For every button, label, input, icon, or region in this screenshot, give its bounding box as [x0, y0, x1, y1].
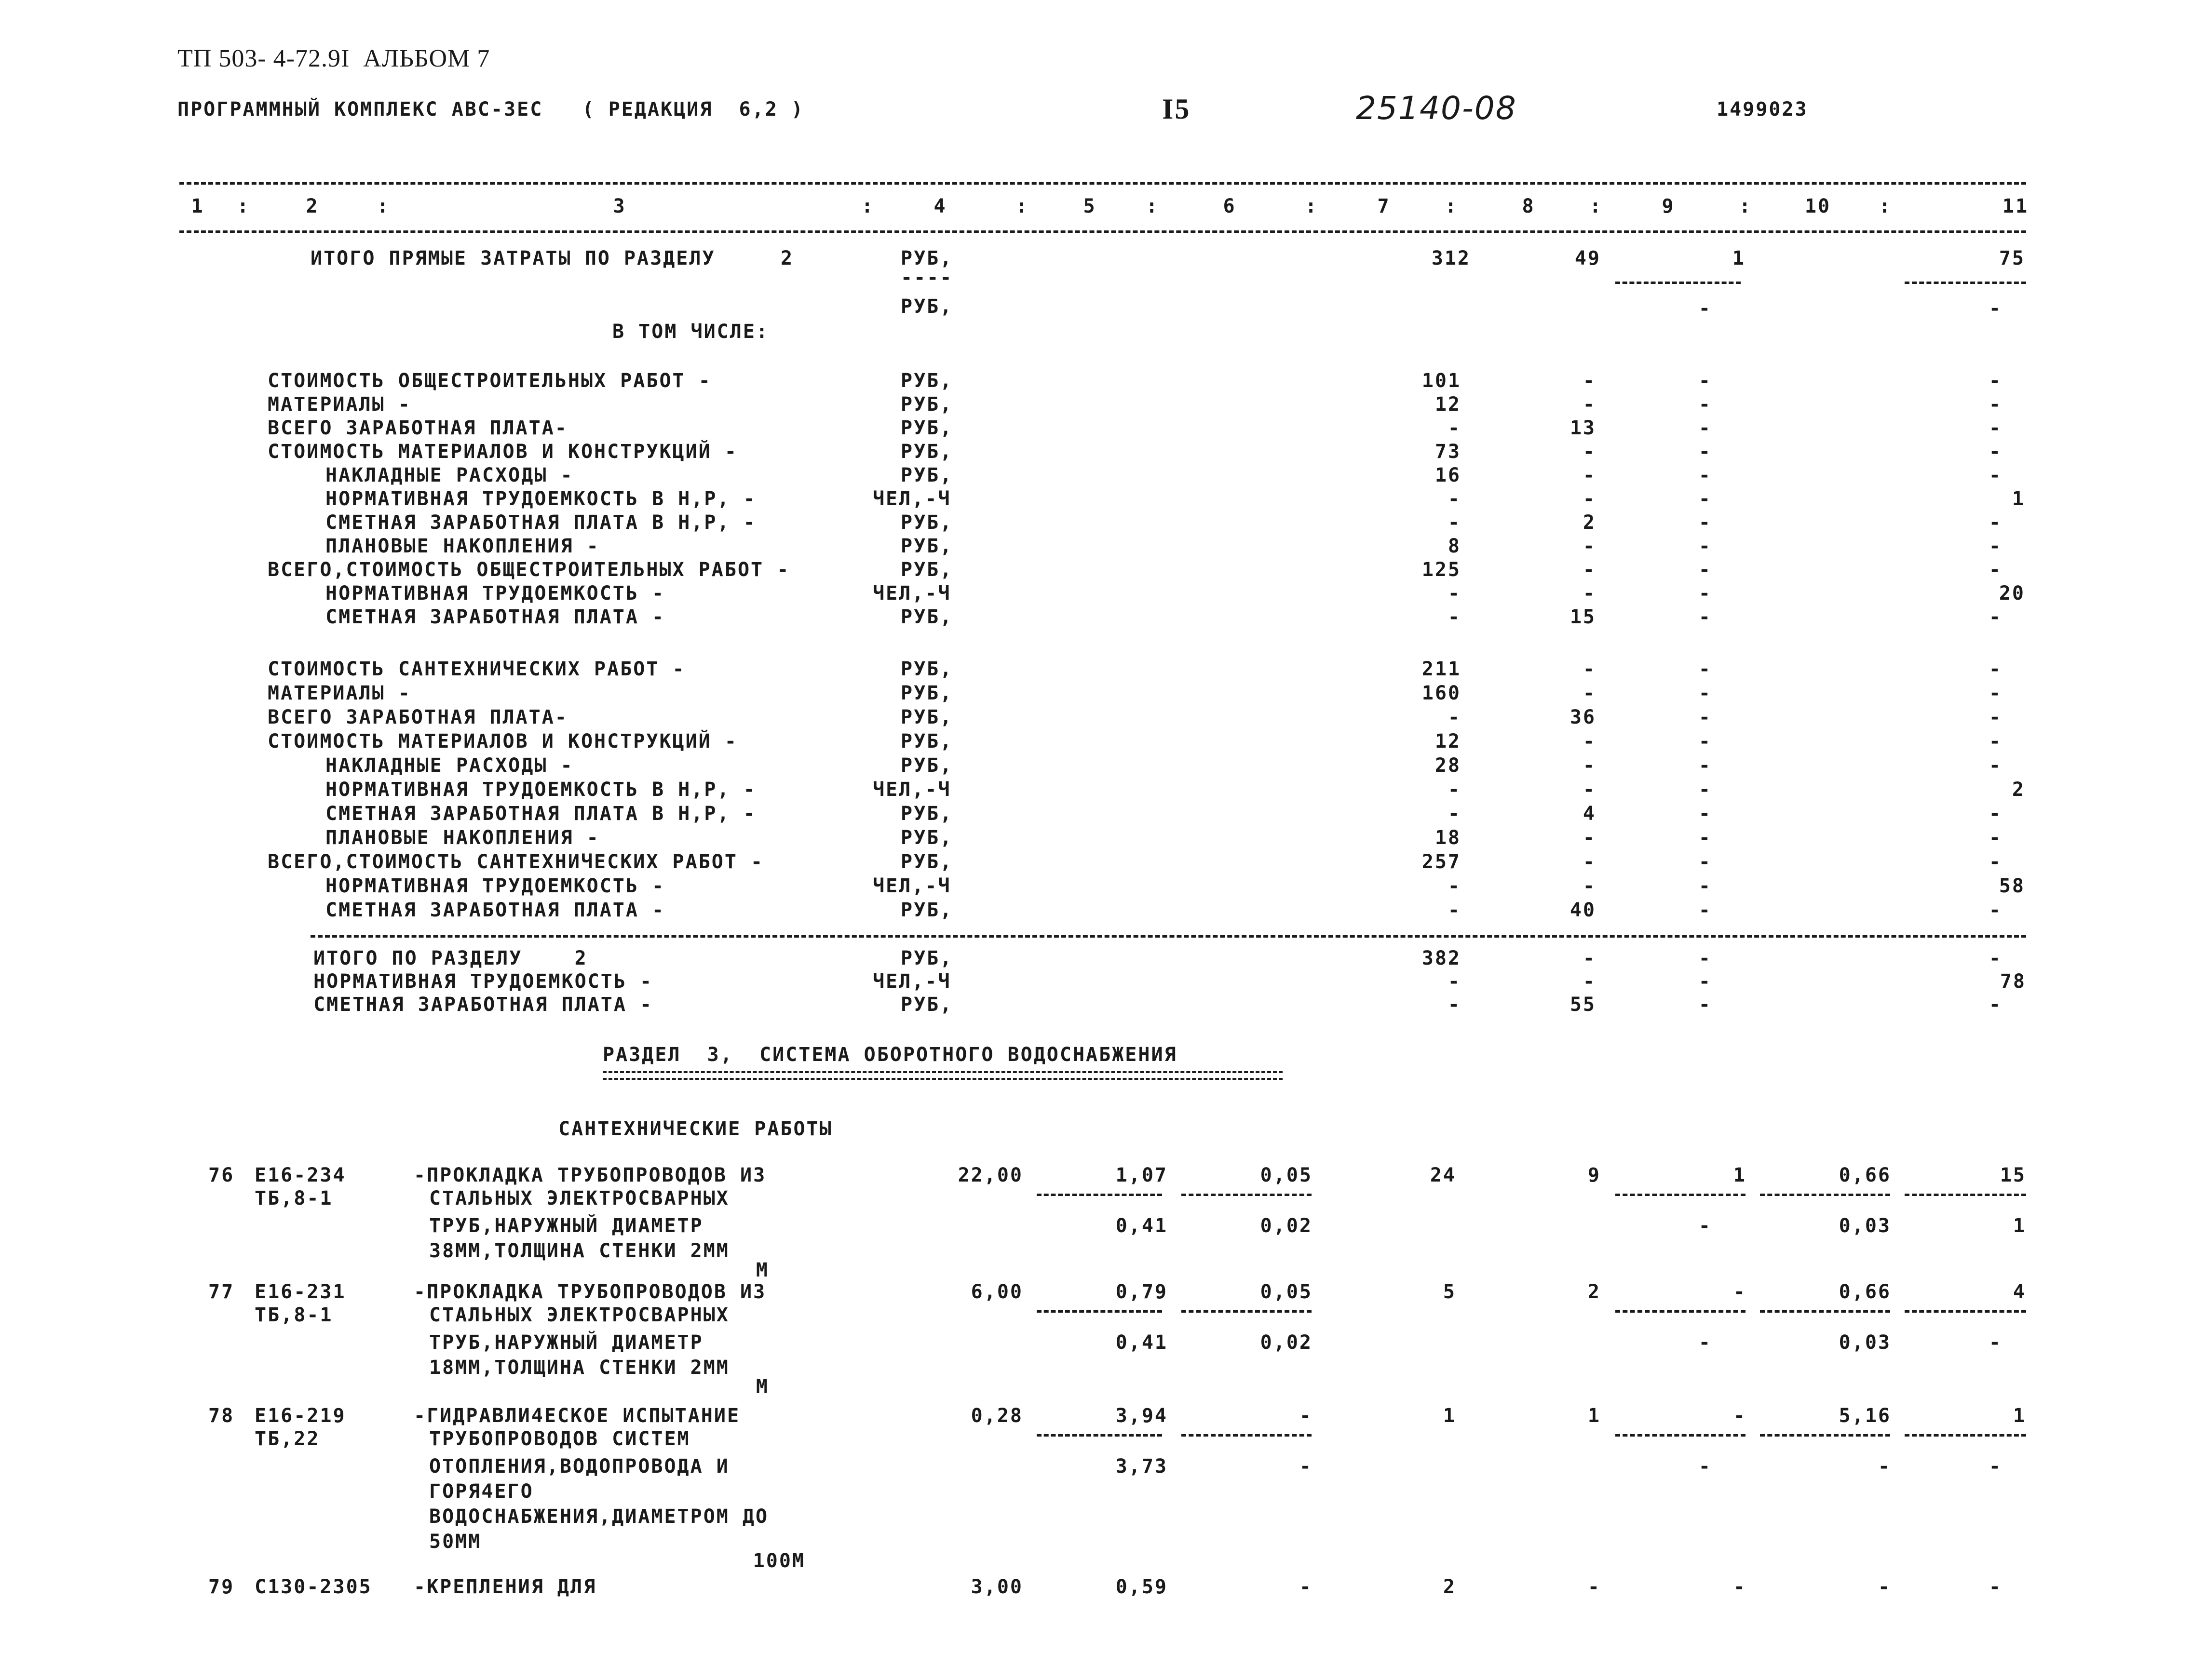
item-labor-norm: 5,16: [1839, 1405, 1891, 1427]
cost-row-unit: РУБ,: [901, 803, 953, 825]
cost-row-col7: 28: [1434, 754, 1461, 777]
item-total-cost: 24: [1430, 1164, 1456, 1186]
cost-row-col9: -: [1698, 511, 1712, 534]
cost-row-col11: -: [1989, 606, 2002, 628]
item-sub-col5: 0,41: [1115, 1331, 1168, 1354]
cost-row-unit: РУБ,: [901, 730, 953, 753]
item-unit-cost: 0,79: [1115, 1281, 1168, 1303]
cost-row-col7: 211: [1421, 658, 1461, 680]
item-machine: -: [1733, 1281, 1746, 1303]
cost-row-col11: 2: [2012, 779, 2025, 801]
item-unit-cost: 1,07: [1115, 1164, 1168, 1186]
cost-row-col11: -: [1989, 730, 2002, 753]
cost-row-col9: -: [1698, 393, 1712, 416]
column-number-3: 3: [613, 195, 626, 217]
total-row-label: СМЕТНАЯ ЗАРАБОТНАЯ ПЛАТА -: [313, 994, 653, 1016]
item-col11-subline: [1905, 1434, 2026, 1437]
cost-row-unit: РУБ,: [901, 511, 953, 534]
item-col10-subline: [1760, 1194, 1890, 1196]
cost-row-col11: 20: [1999, 582, 2025, 605]
cost-row-col11: -: [1989, 899, 2002, 921]
column-separator: :: [1015, 195, 1029, 217]
item-description-line: ОТОПЛЕНИЯ,ВОДОПРОВОДА И: [429, 1455, 730, 1478]
subtotal-col11: -: [1989, 297, 2002, 320]
item-sub-col6: 0,02: [1260, 1331, 1312, 1354]
column-separator: :: [1589, 195, 1603, 217]
document-code: 1499023: [1717, 98, 1808, 121]
total-direct-unit-underline: ----: [901, 267, 953, 289]
cost-row-col9: -: [1698, 658, 1712, 680]
item-machine: 1: [1733, 1164, 1746, 1186]
item-sub-col10: 0,03: [1839, 1331, 1891, 1354]
cost-row-col8: -: [1583, 682, 1596, 704]
item-sub-col11: -: [1989, 1331, 2002, 1354]
cost-row-col7: 125: [1421, 559, 1461, 581]
cost-row-col9: -: [1698, 488, 1712, 510]
total-row-label: ИТОГО ПО РАЗДЕЛУ 2: [313, 947, 588, 969]
cost-row-col11: 1: [2012, 488, 2025, 510]
cost-row-col7: -: [1448, 488, 1461, 510]
cost-row-unit: РУБ,: [901, 706, 953, 728]
column-separator: :: [1879, 195, 1892, 217]
total-row-col9: -: [1698, 970, 1712, 993]
cost-row-label: ПЛАНОВЫЕ НАКОПЛЕНИЯ -: [325, 535, 600, 557]
item-unit: 100М: [753, 1550, 805, 1572]
item-labor-norm: -: [1878, 1576, 1891, 1598]
cost-row-col11: -: [1989, 706, 2002, 728]
header-line1: ТП 503- 4-72.9I АЛЬБОМ 7: [177, 45, 490, 72]
cost-row-col7: -: [1448, 779, 1461, 801]
item-col9-subline: [1615, 1310, 1745, 1313]
item-description-line: 38ММ,ТОЛЩИНА СТЕНКИ 2ММ: [429, 1240, 730, 1262]
cost-row-col9: -: [1698, 779, 1712, 801]
cost-row-col9: -: [1698, 370, 1712, 392]
column-number-2: 2: [306, 195, 319, 217]
item-sub-col11: 1: [2013, 1215, 2026, 1237]
cost-row-col11: -: [1989, 464, 2002, 486]
cost-row-col8: 2: [1583, 511, 1596, 534]
item-labor-total: 1: [2013, 1405, 2026, 1427]
cost-row-col9: -: [1698, 899, 1712, 921]
item-description-line: СТАЛЬНЫХ ЭЛЕКТРОСВАРНЫХ: [429, 1304, 730, 1326]
item-col6-subline: [1181, 1434, 1312, 1437]
cost-row-col11: -: [1989, 559, 2002, 581]
cost-row-col7: -: [1448, 606, 1461, 628]
item-sub-col10: 0,03: [1839, 1215, 1891, 1237]
item-labor-total: 4: [2013, 1281, 2026, 1303]
page-number: I5: [1162, 93, 1191, 125]
cost-row-col11: 58: [1999, 875, 2025, 897]
item-unit-wage: 0,05: [1260, 1164, 1312, 1186]
cost-row-col11: -: [1989, 803, 2002, 825]
cost-row-col9: -: [1698, 417, 1712, 439]
item-description-line: -ПРОКЛАДКА ТРУБОПРОВОДОВ ИЗ: [414, 1281, 767, 1303]
cost-row-col8: -: [1583, 370, 1596, 392]
item-quantity: 6,00: [971, 1281, 1023, 1303]
total-row-unit: РУБ,: [901, 947, 953, 969]
cost-row-col9: -: [1698, 730, 1712, 753]
cost-row-col8: -: [1583, 582, 1596, 605]
column-separator: :: [1445, 195, 1458, 217]
cost-row-col7: 101: [1421, 370, 1461, 392]
cost-row-label: НОРМАТИВНАЯ ТРУДОЕМКОСТЬ -: [325, 582, 665, 605]
cost-row-col8: -: [1583, 488, 1596, 510]
item-col11-subline: [1905, 1310, 2026, 1313]
column-number-4: 4: [934, 195, 947, 217]
cost-row-col7: 257: [1421, 851, 1461, 873]
cost-row-label: СМЕТНАЯ ЗАРАБОТНАЯ ПЛАТА -: [325, 606, 665, 628]
cost-row-col11: -: [1989, 754, 2002, 777]
cost-row-col7: 8: [1448, 535, 1461, 557]
cost-row-col11: -: [1989, 851, 2002, 873]
item-col9-subline: [1615, 1434, 1745, 1437]
column-number-11: 11: [2002, 195, 2029, 217]
item-table-ref: ТБ,8-1: [255, 1187, 333, 1210]
item-table-ref: ТБ,8-1: [255, 1304, 333, 1326]
cost-row-unit: РУБ,: [901, 441, 953, 463]
table-top-rule: [179, 182, 2026, 185]
item-description-line: -ПРОКЛАДКА ТРУБОПРОВОДОВ ИЗ: [414, 1164, 767, 1186]
cost-row-col7: -: [1448, 582, 1461, 605]
column-separator: :: [1146, 195, 1159, 217]
cost-row-col7: -: [1448, 511, 1461, 534]
item-machine: -: [1733, 1405, 1746, 1427]
cost-row-unit: РУБ,: [901, 658, 953, 680]
item-code: Е16-234: [255, 1164, 346, 1186]
cost-row-label: НОРМАТИВНАЯ ТРУДОЕМКОСТЬ -: [325, 875, 665, 897]
cost-row-label: ВСЕГО,СТОИМОСТЬ САНТЕХНИЧЕСКИХ РАБОТ -: [268, 851, 764, 873]
cost-row-col7: -: [1448, 417, 1461, 439]
subtotal-col9: -: [1698, 297, 1712, 320]
column-number-1: 1: [191, 195, 204, 217]
column-number-5: 5: [1083, 195, 1096, 217]
item-quantity: 3,00: [971, 1576, 1023, 1598]
cost-row-col11: -: [1989, 658, 2002, 680]
cost-row-col11: -: [1989, 417, 2002, 439]
cost-row-col11: -: [1989, 535, 2002, 557]
cost-row-col7: -: [1448, 706, 1461, 728]
cost-row-col8: -: [1583, 658, 1596, 680]
item-unit-wage: -: [1299, 1405, 1312, 1427]
item-col5-subline: [1037, 1434, 1162, 1437]
cost-row-unit: РУБ,: [901, 682, 953, 704]
cost-row-col9: -: [1698, 851, 1712, 873]
total-direct-col11: 75: [1999, 247, 2025, 269]
cost-row-unit: РУБ,: [901, 606, 953, 628]
cost-row-col8: -: [1583, 827, 1596, 849]
cost-row-col8: -: [1583, 535, 1596, 557]
cost-row-label: СМЕТНАЯ ЗАРАБОТНАЯ ПЛАТА В Н,Р, -: [325, 803, 757, 825]
item-col6-subline: [1181, 1310, 1312, 1313]
cost-row-unit: ЧЕЛ,-Ч: [873, 582, 951, 605]
cost-row-col9: -: [1698, 682, 1712, 704]
total-direct-costs-label: ИТОГО ПРЯМЫЕ ЗАТРАТЫ ПО РАЗДЕЛУ 2: [311, 247, 794, 269]
cost-row-col7: 16: [1434, 464, 1461, 486]
column-separator: :: [861, 195, 875, 217]
section-3-subtitle: САНТЕХНИЧЕСКИЕ РАБОТЫ: [558, 1118, 833, 1140]
cost-row-col7: 12: [1434, 730, 1461, 753]
cost-row-col9: -: [1698, 875, 1712, 897]
item-sub-col5: 3,73: [1115, 1455, 1168, 1478]
item-number: 78: [208, 1405, 235, 1427]
cost-row-label: МАТЕРИАЛЫ -: [268, 682, 411, 704]
item-total-cost: 5: [1443, 1281, 1456, 1303]
cost-row-label: ВСЕГО ЗАРАБОТНАЯ ПЛАТА-: [268, 417, 568, 439]
cost-row-col8: 36: [1570, 706, 1596, 728]
cost-row-label: НОРМАТИВНАЯ ТРУДОЕМКОСТЬ В Н,Р, -: [325, 779, 757, 801]
cost-row-col8: -: [1583, 559, 1596, 581]
item-description-line: ТРУБ,НАРУЖНЫЙ ДИАМЕТР: [429, 1215, 704, 1237]
item-number: 77: [208, 1281, 235, 1303]
column-separator: :: [377, 195, 390, 217]
item-quantity: 0,28: [971, 1405, 1023, 1427]
cost-row-unit: РУБ,: [901, 535, 953, 557]
item-col5-subline: [1037, 1194, 1162, 1196]
cost-row-col11: -: [1989, 511, 2002, 534]
cost-row-col7: -: [1448, 899, 1461, 921]
cost-row-col9: -: [1698, 754, 1712, 777]
cost-row-col7: 73: [1434, 441, 1461, 463]
item-col6-subline: [1181, 1194, 1312, 1196]
total-direct-unit: РУБ,: [901, 247, 953, 269]
section-3-title: РАЗДЕЛ 3, СИСТЕМА ОБОРОТНОГО ВОДОСНАБЖЕНИЯ: [603, 1044, 1177, 1066]
cost-row-label: ПЛАНОВЫЕ НАКОПЛЕНИЯ -: [325, 827, 600, 849]
item-description-line: ТРУБОПРОВОДОВ СИСТЕМ: [429, 1428, 690, 1450]
cost-row-col9: -: [1698, 582, 1712, 605]
cost-row-col8: -: [1583, 779, 1596, 801]
item-number: 79: [208, 1576, 235, 1598]
cost-row-col8: 13: [1570, 417, 1596, 439]
cost-row-label: НАКЛАДНЫЕ РАСХОДЫ -: [325, 754, 574, 777]
item-sub-col9: -: [1698, 1455, 1712, 1478]
cost-row-label: СТОИМОСТЬ САНТЕХНИЧЕСКИХ РАБОТ -: [268, 658, 686, 680]
item-description-line: ВОДОСНАБЖЕНИЯ,ДИАМЕТРОМ ДО: [429, 1505, 769, 1528]
cost-row-col9: -: [1698, 464, 1712, 486]
cost-row-unit: РУБ,: [901, 899, 953, 921]
item-total-wage: 9: [1587, 1164, 1601, 1186]
item-total-cost: 1: [1443, 1405, 1456, 1427]
total-row-unit: ЧЕЛ,-Ч: [873, 970, 951, 993]
cost-row-col9: -: [1698, 559, 1712, 581]
column-separator: :: [1739, 195, 1752, 217]
item-col9-subline: [1615, 1194, 1745, 1196]
total-row-label: НОРМАТИВНАЯ ТРУДОЕМКОСТЬ -: [313, 970, 653, 993]
in-that-number-label: В ТОМ ЧИСЛЕ:: [612, 321, 769, 343]
item-unit: М: [756, 1259, 769, 1281]
cost-row-col8: 4: [1583, 803, 1596, 825]
column-header-bottom-rule: [179, 230, 2026, 233]
item-unit-wage: 0,05: [1260, 1281, 1312, 1303]
cost-row-col8: -: [1583, 875, 1596, 897]
cost-row-col11: -: [1989, 441, 2002, 463]
total-row-col7: 382: [1421, 947, 1461, 969]
total-row-col11: 78: [2000, 970, 2026, 993]
item-col11-subline: [1905, 1194, 2026, 1196]
item-sub-col6: 0,02: [1260, 1215, 1312, 1237]
cost-row-label: ВСЕГО,СТОИМОСТЬ ОБЩЕСТРОИТЕЛЬНЫХ РАБОТ -: [268, 559, 790, 581]
item-code: Е16-219: [255, 1405, 346, 1427]
item-sub-col9: -: [1698, 1215, 1712, 1237]
item-col10-subline: [1760, 1310, 1890, 1313]
item-machine: -: [1733, 1576, 1746, 1598]
item-sub-col5: 0,41: [1115, 1215, 1168, 1237]
cost-row-col11: -: [1989, 393, 2002, 416]
col9-subline: [1615, 282, 1741, 284]
subtotal-unit: РУБ,: [901, 296, 953, 318]
col11-subline: [1905, 282, 2026, 284]
total-row-unit: РУБ,: [901, 994, 953, 1016]
cost-row-unit: РУБ,: [901, 827, 953, 849]
item-description-line: 18ММ,ТОЛЩИНА СТЕНКИ 2ММ: [429, 1357, 730, 1379]
cost-row-label: НАКЛАДНЫЕ РАСХОДЫ -: [325, 464, 574, 486]
cost-row-col9: -: [1698, 606, 1712, 628]
cost-row-col7: 18: [1434, 827, 1461, 849]
item-labor-norm: 0,66: [1839, 1281, 1891, 1303]
cost-row-label: МАТЕРИАЛЫ -: [268, 393, 411, 416]
total-direct-col7: 312: [1431, 247, 1471, 269]
column-number-7: 7: [1377, 195, 1391, 217]
item-quantity: 22,00: [958, 1164, 1023, 1186]
item-code: Е16-231: [255, 1281, 346, 1303]
column-number-6: 6: [1223, 195, 1236, 217]
totals-rule: [311, 935, 2026, 938]
total-row-col8: -: [1583, 970, 1596, 993]
cost-row-unit: РУБ,: [901, 851, 953, 873]
total-row-col8: -: [1583, 947, 1596, 969]
cost-row-col8: -: [1583, 464, 1596, 486]
cost-row-col7: -: [1448, 875, 1461, 897]
cost-row-col11: -: [1989, 682, 2002, 704]
item-description-line: -КРЕПЛЕНИЯ ДЛЯ: [414, 1576, 597, 1598]
cost-row-col8: -: [1583, 851, 1596, 873]
total-row-col9: -: [1698, 994, 1712, 1016]
item-code: С130-2305: [255, 1576, 372, 1598]
total-row-col11: -: [1989, 947, 2002, 969]
total-row-col11: -: [1989, 994, 2002, 1016]
item-description-line: СТАЛЬНЫХ ЭЛЕКТРОСВАРНЫХ: [429, 1187, 730, 1210]
total-row-col8: 55: [1570, 994, 1596, 1016]
cost-row-col7: 160: [1421, 682, 1461, 704]
cost-row-unit: РУБ,: [901, 417, 953, 439]
item-unit: М: [756, 1376, 769, 1398]
cost-row-col8: -: [1583, 441, 1596, 463]
cost-row-unit: РУБ,: [901, 393, 953, 416]
cost-row-unit: РУБ,: [901, 464, 953, 486]
item-unit-cost: 0,59: [1115, 1576, 1168, 1598]
cost-row-unit: РУБ,: [901, 370, 953, 392]
item-total-wage: 1: [1587, 1405, 1601, 1427]
cost-row-col8: -: [1583, 754, 1596, 777]
item-table-ref: ТБ,22: [255, 1428, 320, 1450]
cost-row-col7: 12: [1434, 393, 1461, 416]
item-unit-cost: 3,94: [1115, 1405, 1168, 1427]
cost-row-label: СТОИМОСТЬ МАТЕРИАЛОВ И КОНСТРУКЦИЙ -: [268, 441, 738, 463]
cost-row-unit: ЧЕЛ,-Ч: [873, 779, 951, 801]
item-description-line: ТРУБ,НАРУЖНЫЙ ДИАМЕТР: [429, 1331, 704, 1354]
item-labor-norm: 0,66: [1839, 1164, 1891, 1186]
item-number: 76: [208, 1164, 235, 1186]
total-direct-col8: 49: [1574, 247, 1601, 269]
item-total-wage: -: [1587, 1576, 1601, 1598]
item-total-wage: 2: [1587, 1281, 1601, 1303]
column-separator: :: [1305, 195, 1318, 217]
item-unit-wage: -: [1299, 1576, 1312, 1598]
cost-row-col9: -: [1698, 803, 1712, 825]
item-sub-col10: -: [1878, 1455, 1891, 1478]
cost-row-label: СМЕТНАЯ ЗАРАБОТНАЯ ПЛАТА В Н,Р, -: [325, 511, 757, 534]
item-sub-col11: -: [1989, 1455, 2002, 1478]
item-description-line: 50ММ: [429, 1531, 482, 1553]
total-row-col7: -: [1448, 994, 1461, 1016]
column-separator: :: [237, 195, 250, 217]
cost-row-unit: РУБ,: [901, 754, 953, 777]
item-col5-subline: [1037, 1310, 1162, 1313]
item-total-cost: 2: [1443, 1576, 1456, 1598]
cost-row-label: НОРМАТИВНАЯ ТРУДОЕМКОСТЬ В Н,Р, -: [325, 488, 757, 510]
cost-row-col8: -: [1583, 393, 1596, 416]
cost-row-col9: -: [1698, 441, 1712, 463]
cost-row-col9: -: [1698, 827, 1712, 849]
cost-row-col8: 40: [1570, 899, 1596, 921]
item-labor-total: 15: [2000, 1164, 2026, 1186]
cost-row-col7: -: [1448, 803, 1461, 825]
column-number-8: 8: [1522, 195, 1535, 217]
header-program-line: ПРОГРАММНЫЙ КОМПЛЕКС АВС-3ЕС ( РЕДАКЦИЯ 6,2 ): [177, 98, 804, 121]
cost-row-col11: -: [1989, 370, 2002, 392]
item-description-line: -ГИДРАВЛИ4ЕСКОЕ ИСПЫТАНИЕ: [414, 1405, 741, 1427]
cost-row-col8: -: [1583, 730, 1596, 753]
cost-row-label: ВСЕГО ЗАРАБОТНАЯ ПЛАТА-: [268, 706, 568, 728]
total-row-col9: -: [1698, 947, 1712, 969]
cost-row-col11: -: [1989, 827, 2002, 849]
cost-row-unit: ЧЕЛ,-Ч: [873, 488, 951, 510]
cost-row-label: СТОИМОСТЬ ОБЩЕСТРОИТЕЛЬНЫХ РАБОТ -: [268, 370, 712, 392]
section-3-title-underline: [603, 1071, 1283, 1080]
cost-row-col8: 15: [1570, 606, 1596, 628]
column-number-9: 9: [1662, 195, 1675, 217]
item-sub-col9: -: [1698, 1331, 1712, 1354]
cost-row-unit: РУБ,: [901, 559, 953, 581]
cost-row-col9: -: [1698, 535, 1712, 557]
cost-row-unit: ЧЕЛ,-Ч: [873, 875, 951, 897]
column-number-10: 10: [1804, 195, 1831, 217]
cost-row-label: СТОИМОСТЬ МАТЕРИАЛОВ И КОНСТРУКЦИЙ -: [268, 730, 738, 753]
total-direct-col9: 1: [1732, 247, 1745, 269]
cost-row-label: СМЕТНАЯ ЗАРАБОТНАЯ ПЛАТА -: [325, 899, 665, 921]
total-row-col7: -: [1448, 970, 1461, 993]
item-col10-subline: [1760, 1434, 1890, 1437]
document-number: 25140-08: [1356, 90, 1517, 127]
item-sub-col6: -: [1299, 1455, 1312, 1478]
item-description-line: ГОРЯ4ЕГО: [429, 1480, 534, 1503]
item-labor-total: -: [1989, 1576, 2002, 1598]
cost-row-col9: -: [1698, 706, 1712, 728]
